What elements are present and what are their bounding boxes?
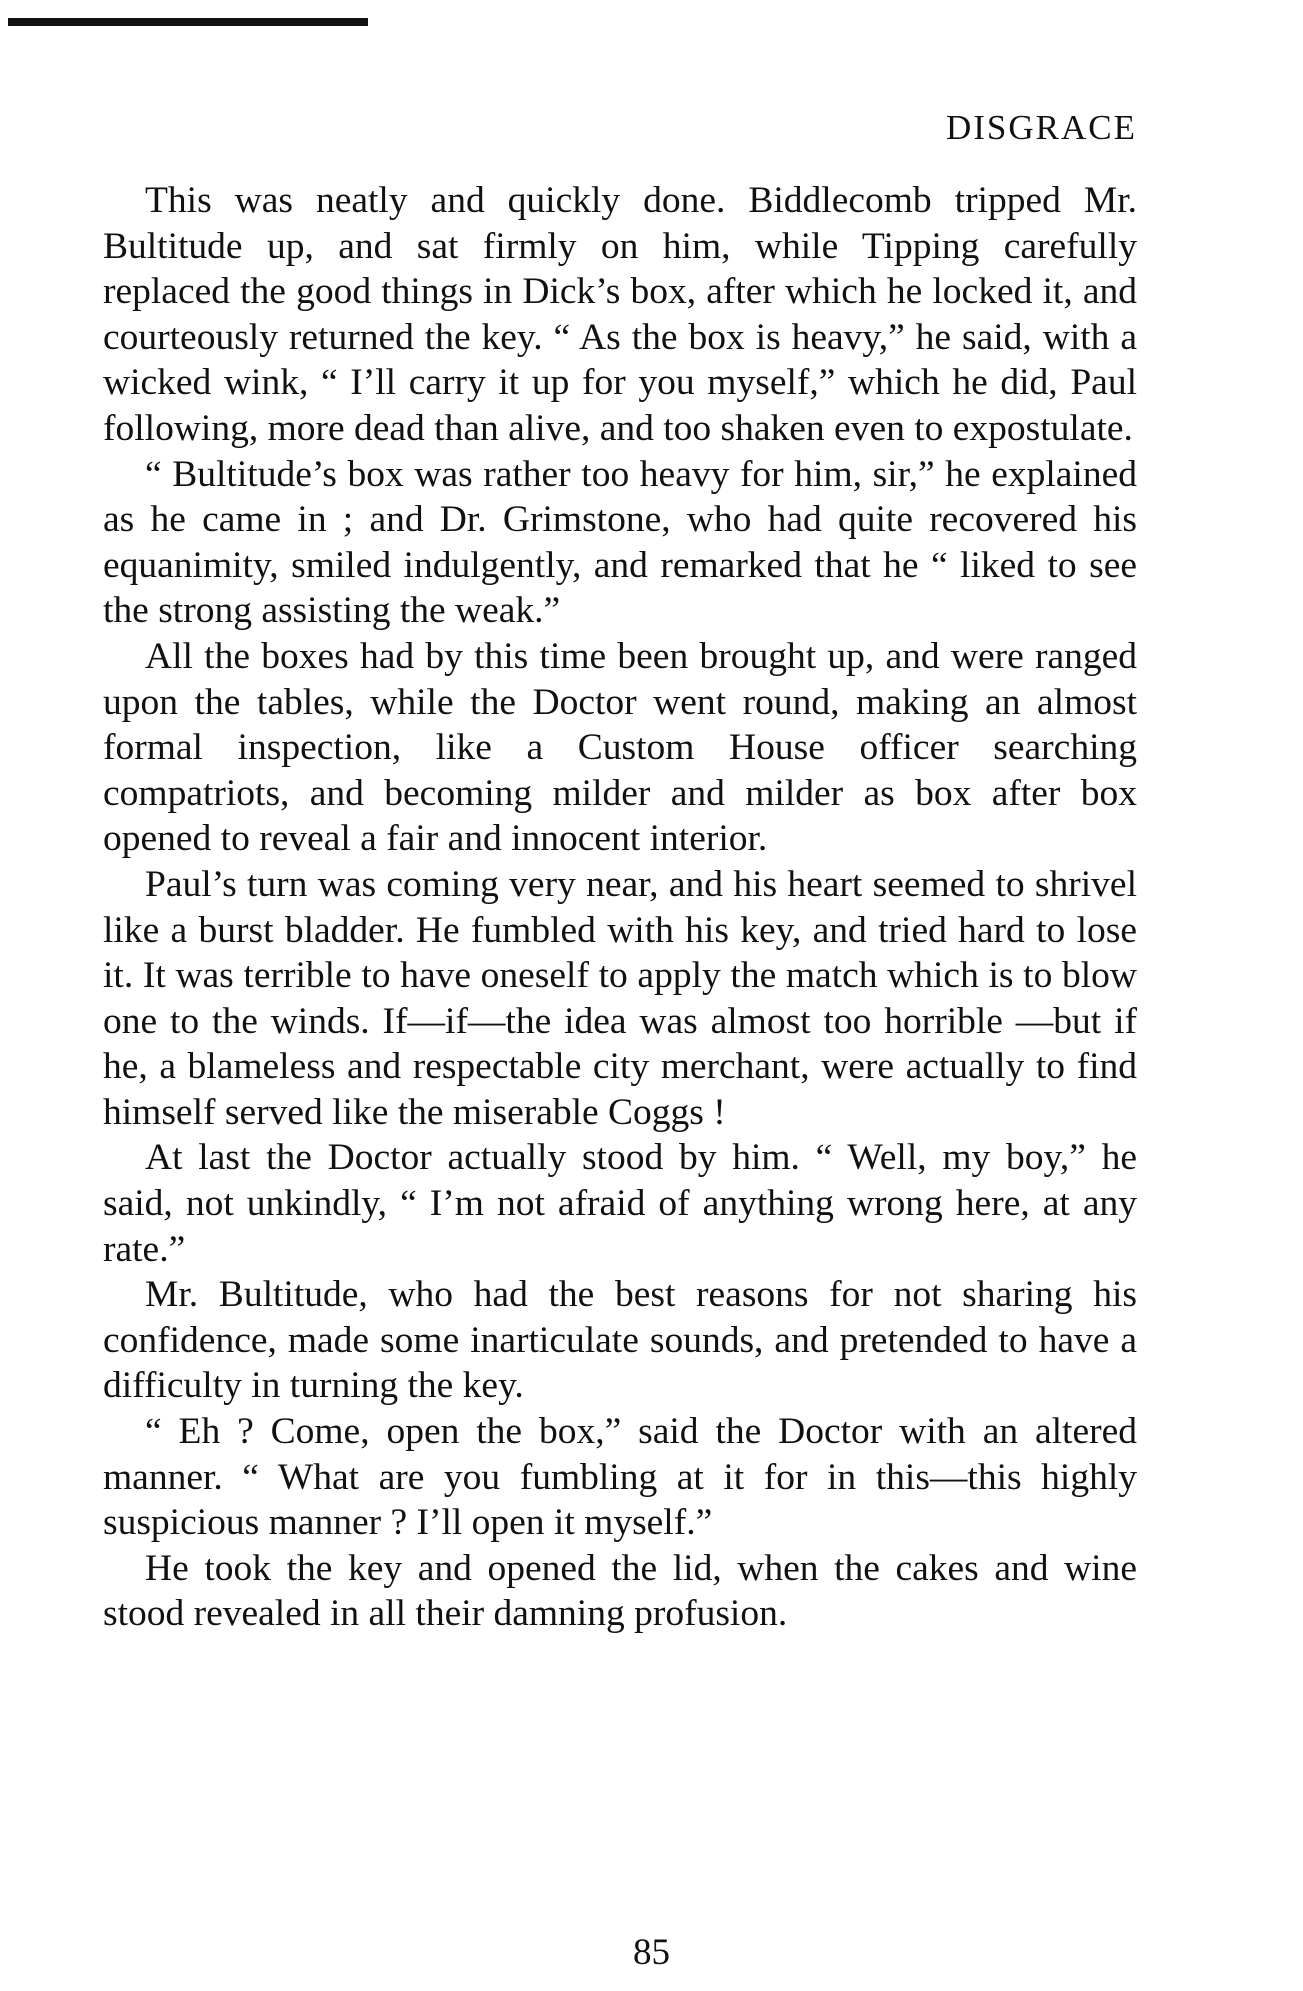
paragraph: “ Bultitude’s box was rather too heavy for him, sir,” he explained as he came in ; and Dr. Grimstone, who had quite recovered his equanimity, smiled indulgently, and remarked that he “ liked to see the strong assisting the weak.” [103,453,1137,632]
paragraph: All the boxes had by this time been brought up, and were ranged upon the tables, while the Doctor went round, making an almost formal inspection, like a Custom House officer searching compatriots, and becoming milder and milder as box after box opened to reveal a fair and innocent interior. [103,635,1137,860]
page-number: 85 [633,1932,670,1973]
paragraph: At last the Doctor actually stood by him. “ Well, my boy,” he said, not unkindly, “ I’m not afraid of anything wrong here, at any rate.” [103,1137,1137,1270]
running-head: DISGRACE [945,108,1137,147]
paragraph: This was neatly and quickly done. Biddlecomb tripped Mr. Bultitude up, and sat firmly on him, while Tipping carefully replaced the good things in Dick’s box, after which he locked it, and courteously returned the key. “ As the box is heavy,” he said, with a wicked wink, “ I’ll carry it up for you myself,” which he did, Paul following, more dead than alive, and too shaken even to expostulate. [103,180,1137,449]
paragraph: Mr. Bultitude, who had the best reasons for not sharing his confidence, made some inarticulate sounds, and pretended to have a difficulty in turning the key. [103,1274,1137,1407]
paragraph: He took the key and opened the lid, when the cakes and wine stood revealed in all their damning profusion. [103,1547,1137,1635]
paragraph: “ Eh ? Come, open the box,” said the Doctor with an altered manner. “ What are you fumbling at it for in this—this highly suspicious manner ? I’ll open it myself.” [103,1411,1137,1544]
top-rule [8,18,368,26]
paragraph: Paul’s turn was coming very near, and his heart seemed to shrivel like a burst bladder. He fumbled with his key, and tried hard to lose it. It was terrible to have oneself to apply the match which is to blow one to the winds. If—if—the idea was almost too horrible —but if he, a blameless and respectable city merchant, were actually to find himself served like the miserable Coggs ! [103,863,1137,1133]
body-text [103,178,1137,1637]
